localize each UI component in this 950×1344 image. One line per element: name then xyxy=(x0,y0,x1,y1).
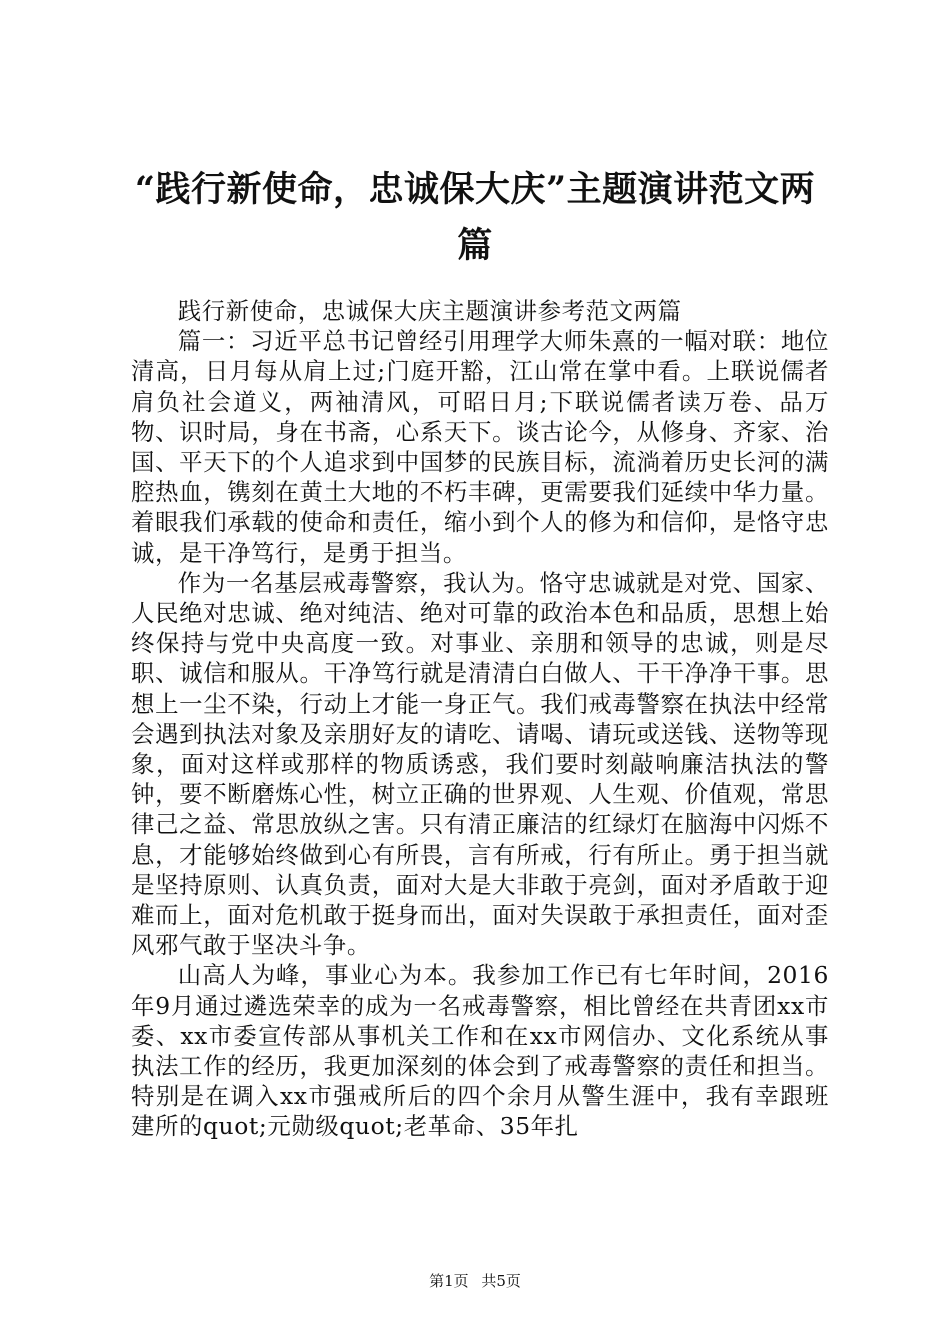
document-title: “践行新使命，忠诚保大庆”主题演讲范文两篇 xyxy=(134,169,816,266)
page-number: 第1页 xyxy=(429,1272,469,1290)
body-paragraph: 山高人为峰，事业心为本。我参加工作已有七年时间，2016年9月通过遴选荣幸的成为一名戒毒警察，相比曾经在共青团xx市委、xx市委宣传部从事机关工作和在xx市网信办、文化系统从事执法工作的经历，我更加深刻的体会到了戒毒警察的责任和担当。特别是在调入xx市强戒所后的四个余月从警生涯中，我有幸跟班建所的quot;元勋级quot;老革命、35年扎 xyxy=(131,961,829,1141)
page-total: 共5页 xyxy=(481,1272,521,1290)
page-footer xyxy=(0,1271,950,1291)
body-paragraph: 作为一名基层戒毒警察，我认为。恪守忠诚就是对党、国家、人民绝对忠诚、绝对纯洁、绝对可靠的政治本色和品质，思想上始终保持与党中央高度一致。对事业、亲朋和领导的忠诚，则是尽职、诚信和服从。干净笃行就是清清白白做人、干干净净干事。思想上一尘不染，行动上才能一身正气。我们戒毒警察在执法中经常会遇到执法对象及亲朋好友的请吃、请喝、请玩或送钱、送物等现象，面对这样或那样的物质诱惑，我们要时刻敲响廉洁执法的警钟，要不断磨炼心性，树立正确的世界观、人生观、价值观，常思律己之益、常思放纵之害。只有清正廉洁的红绿灯在脑海中闪烁不息，才能够始终做到心有所畏，言有所戒，行有所止。勇于担当就是坚持原则、认真负责，面对大是大非敢于亮剑，面对矛盾敢于迎难而上，面对危机敢于挺身而出，面对失误敢于承担责任，面对歪风邪气敢于坚决斗争。 xyxy=(131,568,829,960)
document-body xyxy=(131,296,829,1142)
subtitle-paragraph: 践行新使命，忠诚保大庆主题演讲参考范文两篇 xyxy=(177,297,682,325)
body-paragraph: 篇一：习近平总书记曾经引用理学大师朱熹的一幅对联：地位清高，日月每从肩上过;门庭开豁，江山常在掌中看。上联说儒者肩负社会道义，两袖清风，可昭日月;下联说儒者读万卷、品万物、识时局，身在书斋，心系天下。谈古论今，从修身、齐家、治国、平天下的个人追求到中国梦的民族目标，流淌着历史长河的满腔热血，镌刻在黄土大地的不朽丰碑，更需要我们延续中华力量。着眼我们承载的使命和责任，缩小到个人的修为和信仰，是恪守忠诚，是干净笃行，是勇于担当。 xyxy=(131,327,829,567)
